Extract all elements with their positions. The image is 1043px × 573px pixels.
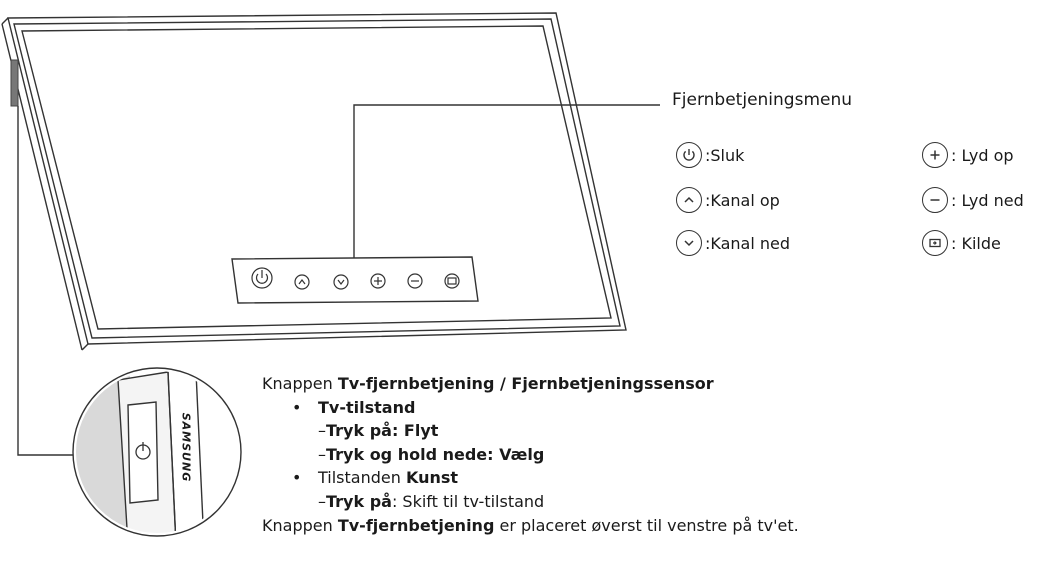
power-icon	[676, 142, 702, 168]
desc-footer: Knappen Tv-fjernbetjening er placeret øverst til venstre på tv'et.	[262, 515, 799, 535]
on-screen-control-panel	[232, 257, 478, 303]
sensor-description	[262, 372, 799, 537]
desc-art-mode-press: –Tryk på: Skift til tv-tilstand	[318, 491, 545, 511]
minus-icon	[922, 187, 948, 213]
desc-bullet-tv-mode: • Tv-tilstand	[262, 396, 799, 420]
remote-menu-title: Fjernbetjeningsmenu	[672, 90, 853, 110]
bullet-dot: •	[292, 397, 302, 417]
menu-item-power-label: :Sluk	[705, 145, 745, 165]
menu-item-channel-up-label: :Kanal op	[705, 190, 780, 210]
menu-item-channel-down	[676, 230, 790, 256]
desc-bullet-art-mode: • Tilstanden Kunst	[262, 466, 799, 490]
menu-item-volume-down	[922, 187, 1024, 213]
sensor-zoom-inset	[60, 360, 241, 550]
chevron-up-icon	[676, 187, 702, 213]
bullet-dot: •	[292, 468, 302, 488]
menu-item-volume-up	[922, 142, 1014, 168]
menu-item-source	[922, 230, 1001, 256]
desc-intro: Knappen Tv-fjernbetjening / Fjernbetjeningssensor	[262, 374, 714, 393]
source-icon	[922, 230, 948, 256]
menu-item-channel-up	[676, 187, 780, 213]
desc-tv-mode-hold: –Tryk og hold nede: Vælg	[318, 444, 545, 464]
menu-item-power	[676, 142, 744, 168]
plus-icon	[922, 142, 948, 168]
menu-item-source-label: : Kilde	[951, 233, 1001, 253]
chevron-down-icon	[676, 230, 702, 256]
tv-side-button	[11, 60, 18, 106]
desc-tv-mode-press: –Tryk på: Flyt	[318, 421, 439, 441]
menu-item-volume-up-label: : Lyd op	[951, 145, 1014, 165]
menu-item-channel-down-label: :Kanal ned	[705, 233, 791, 253]
menu-item-volume-down-label: : Lyd ned	[951, 190, 1024, 210]
